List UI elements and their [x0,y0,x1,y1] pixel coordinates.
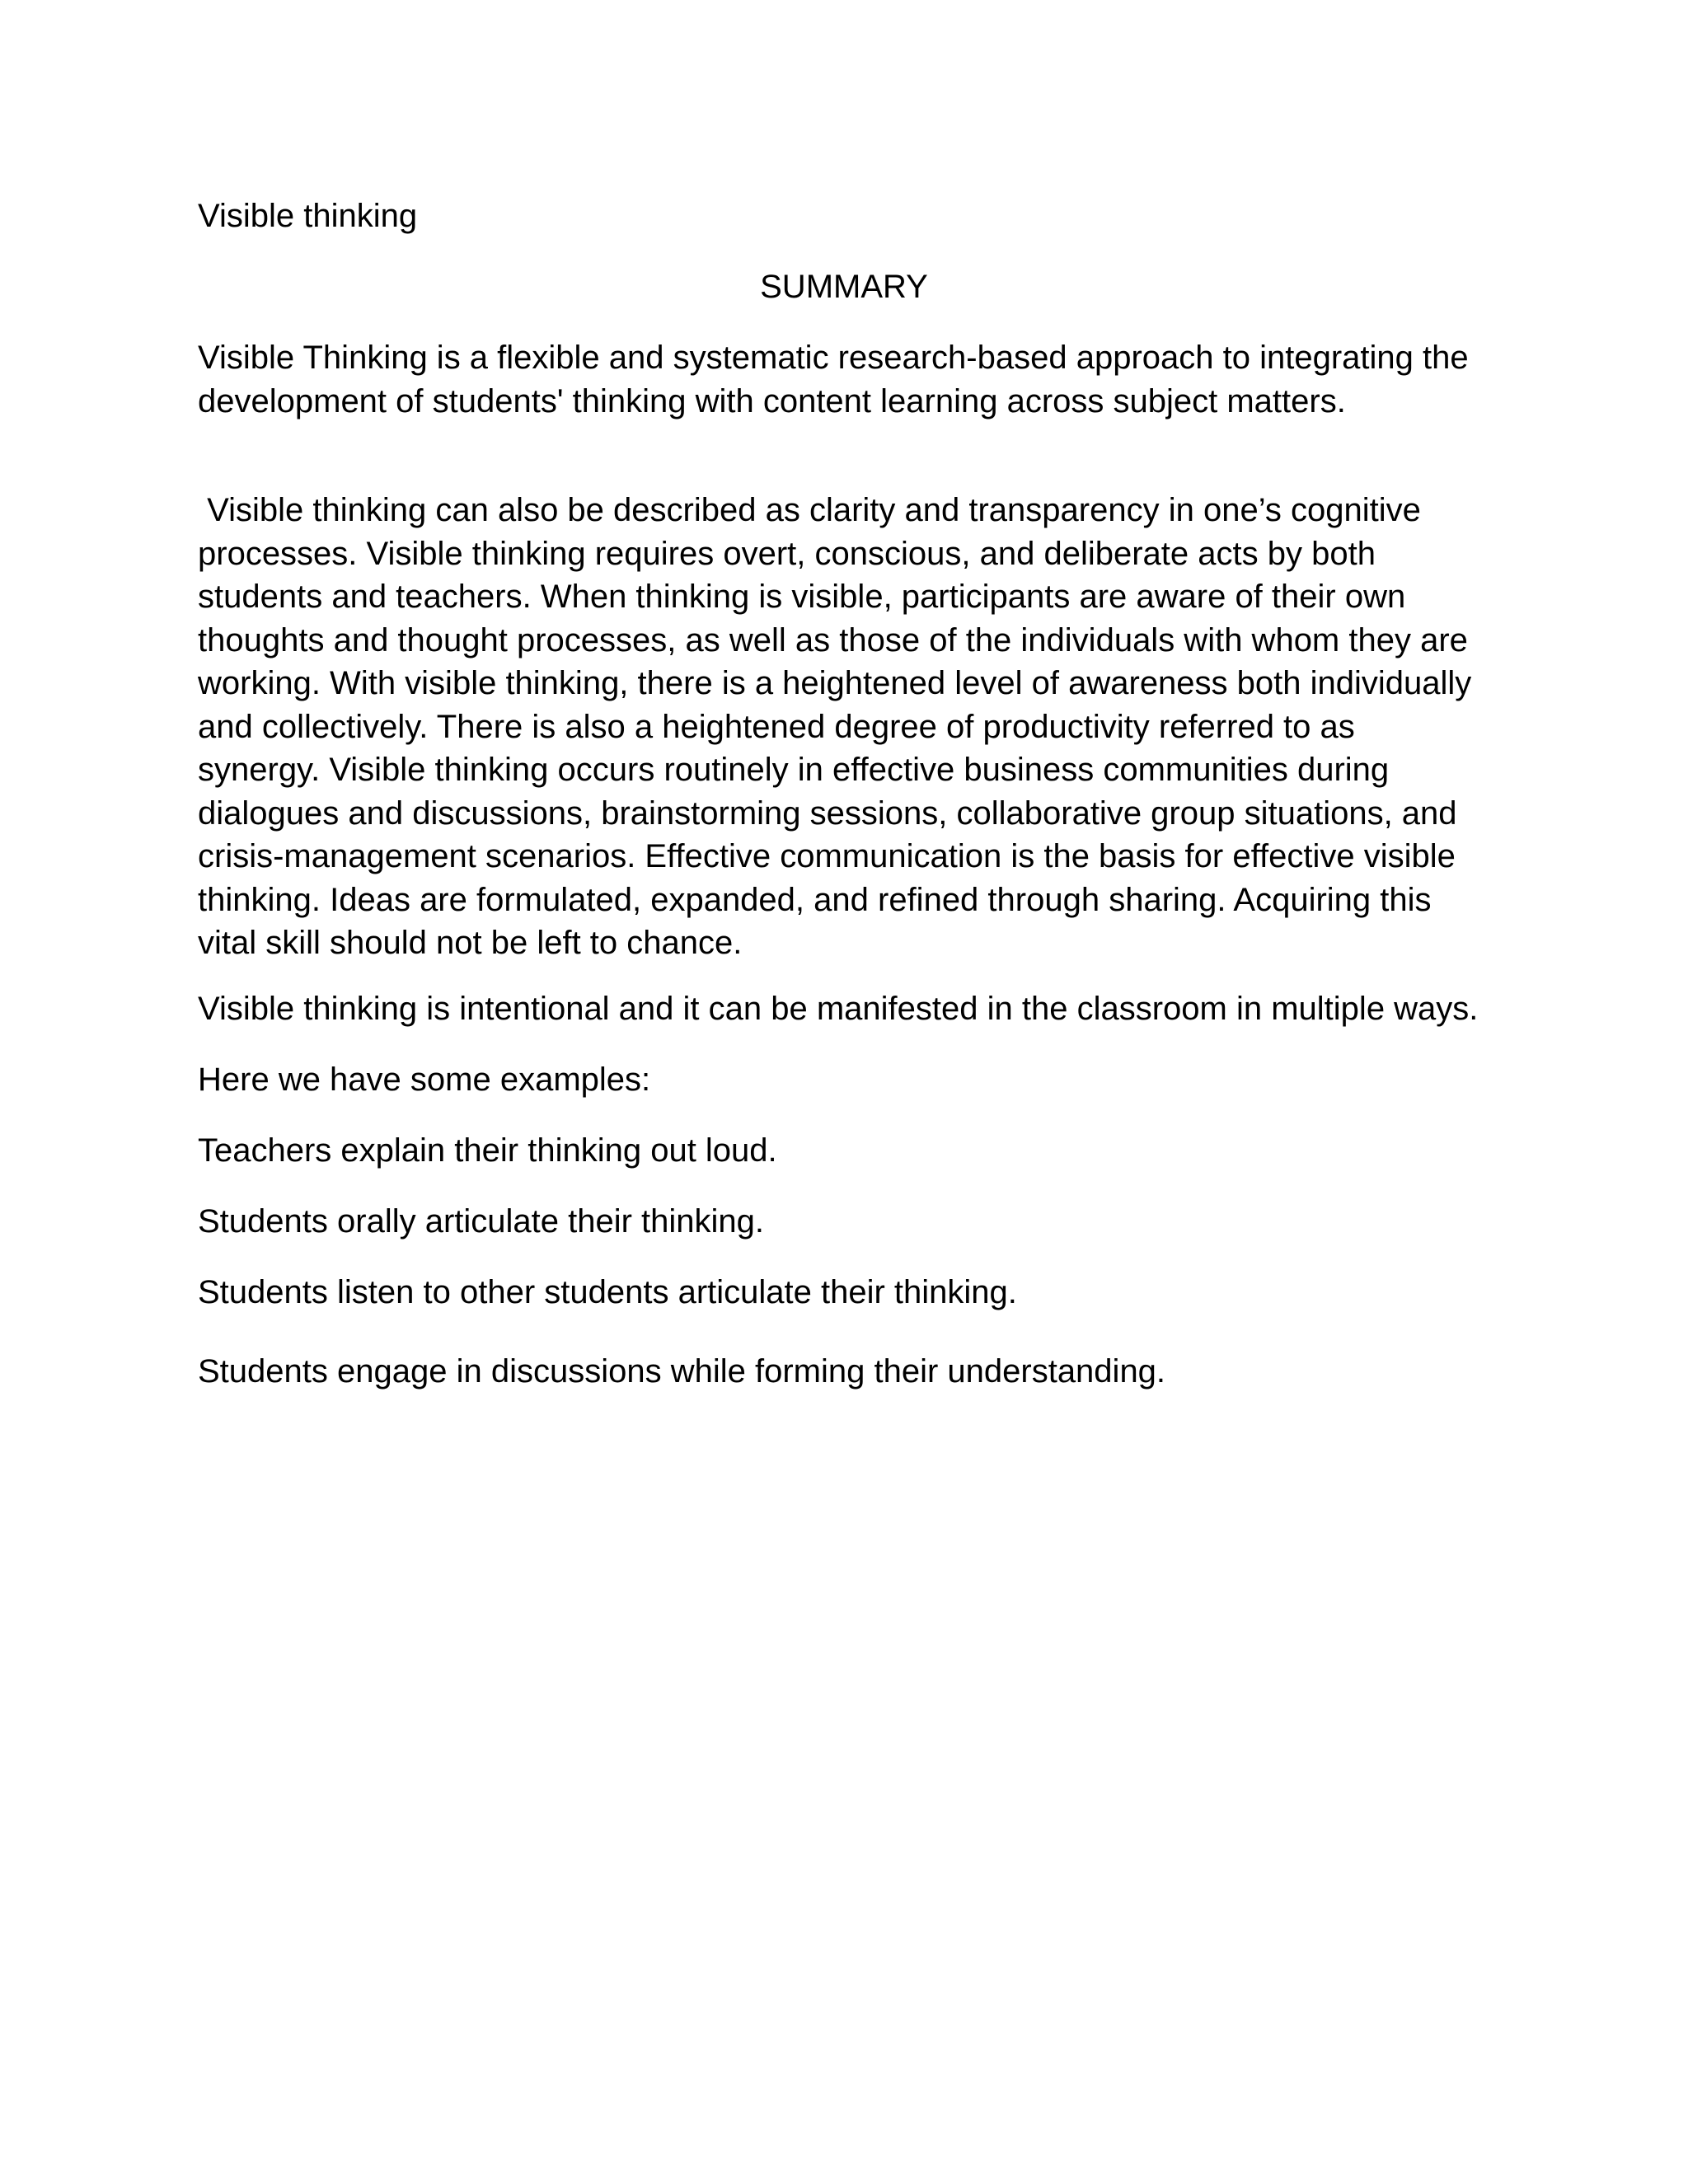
intro-paragraph: Visible Thinking is a flexible and systematic research-based approach to integrating the development of students' thinking with content learning across subject matters. [198,340,1469,419]
examples-intro: Here we have some examples: [198,1062,651,1098]
document-heading: Visible thinking [198,198,418,234]
example-item: Students orally articulate their thinking. [198,1203,765,1240]
example-item: Teachers explain their thinking out loud. [198,1132,777,1169]
summary-title: SUMMARY [760,269,928,305]
example-item: Students engage in discussions while forming their understanding. [198,1353,1166,1390]
example-item: Students listen to other students articulate their thinking. [198,1274,1017,1310]
intentional-paragraph: Visible thinking is intentional and it can be manifested in the classroom in multiple ways. [198,991,1479,1027]
description-paragraph: Visible thinking can also be described as clarity and transparency in one’s cognitive processes. Visible thinking requires overt, conscious, and deliberate acts by both students and teachers. When thinking is visible, participants are aware of their own thoughts and thought processes, as well as those of the individuals with whom they are working. With visible thinking, there is a heightened level of awareness both individually and collectively. There is also a heightened degree of productivity referred to as synergy. Visible thinking occurs routinely in effective business communities during dialogues and discussions, brainstorming sessions, collaborative group situations, and crisis-management scenarios. Effective communication is the basis for effective visible thinking. Ideas are formulated, expanded, and refined through sharing. Acquiring this vital skill should not be left to chance. [198,492,1481,961]
